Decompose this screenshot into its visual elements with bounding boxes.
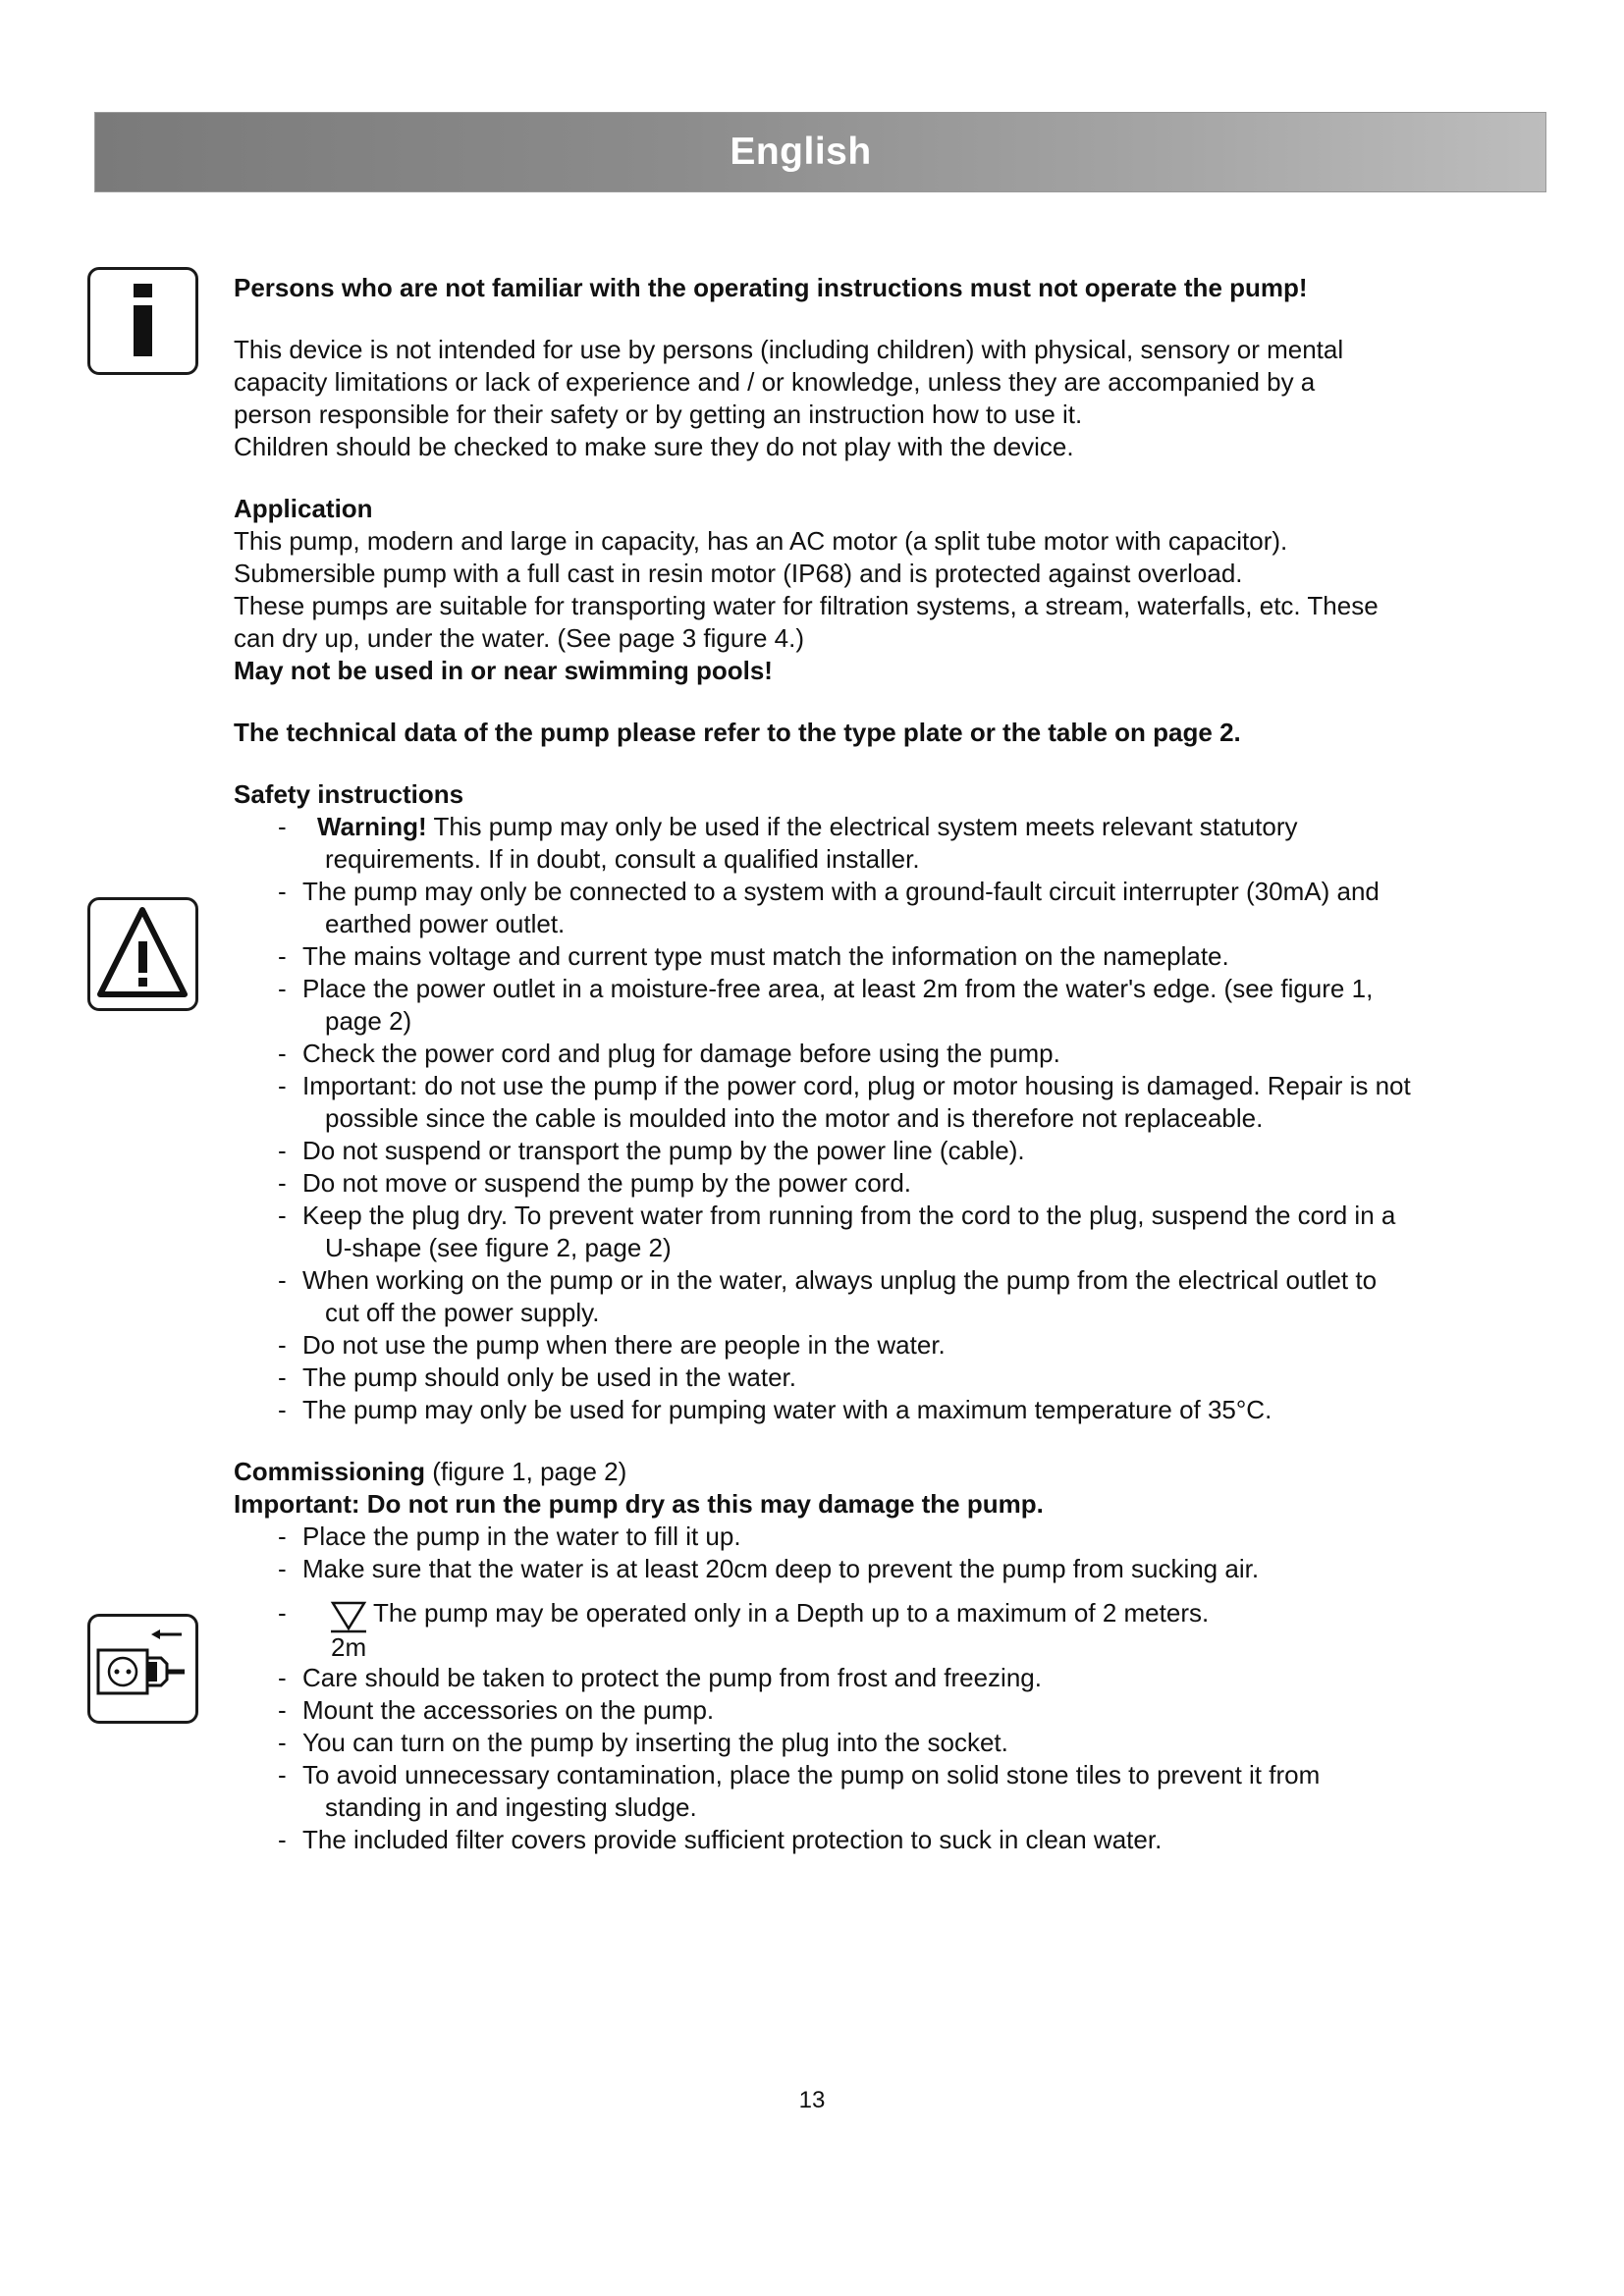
operator-warning-heading: Persons who are not familiar with the operating instructions must not operate the pump! bbox=[234, 273, 1308, 302]
language-header-bar bbox=[94, 112, 1546, 192]
application-paragraph-1: This pump, modern and large in capacity, has an AC motor (a split tube motor with capacitor). Submersible pump with a full cast in resin motor (IP68) and is protected against overload. bbox=[234, 526, 1288, 588]
warning-triangle-icon bbox=[87, 897, 198, 1011]
commissioning-heading-line bbox=[234, 1456, 1412, 1488]
instructions-content bbox=[234, 272, 1412, 1856]
commissioning-heading: Commissioning bbox=[234, 1457, 426, 1486]
tech-data-note: The technical data of the pump please refer to the type plate or the table on page 2. bbox=[234, 718, 1241, 747]
list-item: - Care should be taken to protect the pump from frost and freezing. bbox=[234, 1662, 1412, 1694]
list-item: - To avoid unnecessary contamination, place the pump on solid stone tiles to prevent it from standing in and ingesting sludge. bbox=[234, 1759, 1412, 1824]
water-depth-icon bbox=[329, 1599, 368, 1658]
list-item bbox=[234, 811, 1412, 876]
list-item: - The mains voltage and current type must match the information on the nameplate. bbox=[234, 940, 1412, 973]
application-paragraph-2: These pumps are suitable for transporting water for filtration systems, a stream, waterfalls, etc. These can dry up, under the water. (See page 3 figure 4.) bbox=[234, 591, 1379, 653]
commissioning-ref: (figure 1, page 2) bbox=[425, 1457, 627, 1486]
language-title: English bbox=[730, 131, 872, 173]
list-item: - You can turn on the pump by inserting the plug into the socket. bbox=[234, 1727, 1412, 1759]
info-icon bbox=[87, 267, 198, 375]
commissioning-list-b bbox=[234, 1662, 1412, 1856]
depth-label: 2m bbox=[331, 1632, 367, 1658]
list-item: - Make sure that the water is at least 20cm deep to prevent the pump from sucking air. bbox=[234, 1553, 1412, 1585]
children-note: Children should be checked to make sure they do not play with the device. bbox=[234, 432, 1074, 461]
safety-list bbox=[234, 811, 1412, 1426]
list-item: - Do not suspend or transport the pump by the power line (cable). bbox=[234, 1135, 1412, 1167]
page-number: 13 bbox=[798, 2087, 826, 2113]
list-item: - The included filter covers provide sufficient protection to suck in clean water. bbox=[234, 1824, 1412, 1856]
warning-label: Warning! bbox=[317, 812, 427, 841]
list-item: - The pump should only be used in the water. bbox=[234, 1362, 1412, 1394]
commissioning-important: Important: Do not run the pump dry as this may damage the pump. bbox=[234, 1489, 1044, 1519]
warning-text: This pump may only be used if the electrical system meets relevant statutory requirements. If in doubt, consult a qualified installer. bbox=[325, 812, 1298, 874]
depth-limit-row: - 2m The pump may be operated only in a Depth up to a maximum of 2 meters. bbox=[234, 1597, 1412, 1662]
power-plug-icon bbox=[87, 1614, 198, 1724]
list-item: - Place the power outlet in a moisture-free area, at least 2m from the water's edge. (see figure 1, page 2) bbox=[234, 973, 1412, 1038]
intro-paragraph: This device is not intended for use by persons (including children) with physical, sensory or mental capacity limitations or lack of experience and / or knowledge, unless they are accompanied by a person responsible for their safety or by getting an instruction how to use it. bbox=[234, 335, 1344, 429]
list-item: - Mount the accessories on the pump. bbox=[234, 1694, 1412, 1727]
list-item: - Place the pump in the water to fill it up. bbox=[234, 1521, 1412, 1553]
depth-text: The pump may be operated only in a Depth up to a maximum of 2 meters. bbox=[373, 1598, 1210, 1628]
safety-heading: Safety instructions bbox=[234, 779, 464, 809]
list-item: - The pump may only be used for pumping water with a maximum temperature of 35°C. bbox=[234, 1394, 1412, 1426]
pool-warning: May not be used in or near swimming pools! bbox=[234, 656, 773, 685]
application-heading: Application bbox=[234, 494, 373, 523]
list-item: - When working on the pump or in the water, always unplug the pump from the electrical outlet to cut off the power supply. bbox=[234, 1264, 1412, 1329]
list-item: - Check the power cord and plug for damage before using the pump. bbox=[234, 1038, 1412, 1070]
list-item: - Do not move or suspend the pump by the power cord. bbox=[234, 1167, 1412, 1200]
list-item: - The pump may only be connected to a system with a ground-fault circuit interrupter (30mA) and earthed power outlet. bbox=[234, 876, 1412, 940]
commissioning-list-a bbox=[234, 1521, 1412, 1585]
list-item: - Keep the plug dry. To prevent water from running from the cord to the plug, suspend the cord in a U-shape (see figure 2, page 2) bbox=[234, 1200, 1412, 1264]
list-item: - Important: do not use the pump if the power cord, plug or motor housing is damaged. Repair is not possible since the cable is moulded into the motor and is therefore not replaceable. bbox=[234, 1070, 1412, 1135]
list-item: - Do not use the pump when there are people in the water. bbox=[234, 1329, 1412, 1362]
